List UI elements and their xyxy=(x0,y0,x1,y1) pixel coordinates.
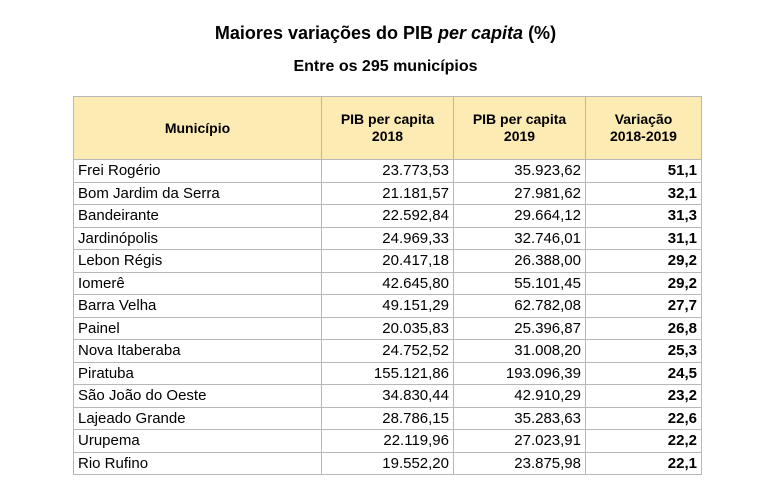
header-pib-2019-line1: PIB per capita xyxy=(472,111,567,127)
table-body xyxy=(74,160,702,475)
cell-pib-2019: 62.782,08 xyxy=(454,295,586,318)
cell-municipio: Lebon Régis xyxy=(74,250,322,273)
cell-variacao: 22,2 xyxy=(586,430,702,453)
header-variacao-line2: 2018-2019 xyxy=(610,128,677,144)
cell-variacao: 51,1 xyxy=(586,160,702,183)
cell-pib-2019: 35.923,62 xyxy=(454,160,586,183)
cell-municipio: Barra Velha xyxy=(74,295,322,318)
cell-pib-2018: 23.773,53 xyxy=(322,160,454,183)
cell-municipio: Nova Itaberaba xyxy=(74,340,322,363)
cell-pib-2018: 42.645,80 xyxy=(322,272,454,295)
table-header-row xyxy=(74,97,702,160)
table-row xyxy=(74,295,702,318)
cell-variacao: 31,1 xyxy=(586,227,702,250)
cell-municipio: Bom Jardim da Serra xyxy=(74,182,322,205)
cell-variacao: 27,7 xyxy=(586,295,702,318)
cell-pib-2019: 26.388,00 xyxy=(454,250,586,273)
table-row xyxy=(74,227,702,250)
header-pib-2019-line2: 2019 xyxy=(503,128,536,144)
cell-pib-2018: 19.552,20 xyxy=(322,452,454,475)
cell-pib-2018: 21.181,57 xyxy=(322,182,454,205)
header-variacao xyxy=(586,97,702,160)
cell-pib-2018: 20.417,18 xyxy=(322,250,454,273)
table-row xyxy=(74,407,702,430)
table-row xyxy=(74,430,702,453)
cell-variacao: 32,1 xyxy=(586,182,702,205)
header-pib-2018-line2: 2018 xyxy=(371,128,404,144)
cell-pib-2018: 22.119,96 xyxy=(322,430,454,453)
cell-pib-2019: 27.023,91 xyxy=(454,430,586,453)
pib-table xyxy=(73,96,702,475)
cell-pib-2018: 34.830,44 xyxy=(322,385,454,408)
cell-variacao: 25,3 xyxy=(586,340,702,363)
table-row xyxy=(74,205,702,228)
table-row xyxy=(74,385,702,408)
cell-pib-2019: 23.875,98 xyxy=(454,452,586,475)
cell-municipio: Lajeado Grande xyxy=(74,407,322,430)
page-title xyxy=(0,22,771,44)
cell-municipio: Piratuba xyxy=(74,362,322,385)
cell-pib-2018: 22.592,84 xyxy=(322,205,454,228)
cell-variacao: 24,5 xyxy=(586,362,702,385)
cell-variacao: 31,3 xyxy=(586,205,702,228)
title-prefix: Maiores variações do PIB xyxy=(214,23,439,43)
table-row xyxy=(74,452,702,475)
cell-variacao: 23,2 xyxy=(586,385,702,408)
cell-municipio: Bandeirante xyxy=(74,205,322,228)
cell-municipio: Frei Rogério xyxy=(74,160,322,183)
cell-variacao: 29,2 xyxy=(586,272,702,295)
cell-pib-2019: 29.664,12 xyxy=(454,205,586,228)
cell-pib-2018: 28.786,15 xyxy=(322,407,454,430)
cell-municipio: Iomerê xyxy=(74,272,322,295)
cell-pib-2019: 31.008,20 xyxy=(454,340,586,363)
title-suffix: (%) xyxy=(523,23,557,43)
table-row xyxy=(74,272,702,295)
cell-municipio: São João do Oeste xyxy=(74,385,322,408)
table-row xyxy=(74,182,702,205)
header-pib-2018-line1: PIB per capita xyxy=(340,111,435,127)
cell-pib-2018: 49.151,29 xyxy=(322,295,454,318)
table-row xyxy=(74,340,702,363)
header-municipio xyxy=(74,97,322,160)
table-row xyxy=(74,250,702,273)
cell-pib-2019: 55.101,45 xyxy=(454,272,586,295)
cell-variacao: 22,1 xyxy=(586,452,702,475)
page-subtitle: Entre os 295 municípios xyxy=(293,58,478,75)
table-row xyxy=(74,362,702,385)
table-row xyxy=(74,317,702,340)
cell-variacao: 22,6 xyxy=(586,407,702,430)
cell-pib-2019: 193.096,39 xyxy=(454,362,586,385)
cell-pib-2018: 155.121,86 xyxy=(322,362,454,385)
cell-pib-2019: 27.981,62 xyxy=(454,182,586,205)
cell-pib-2019: 32.746,01 xyxy=(454,227,586,250)
cell-municipio: Jardinópolis xyxy=(74,227,322,250)
cell-municipio: Urupema xyxy=(74,430,322,453)
cell-pib-2019: 42.910,29 xyxy=(454,385,586,408)
cell-municipio: Rio Rufino xyxy=(74,452,322,475)
header-pib-2019 xyxy=(454,97,586,160)
cell-pib-2019: 35.283,63 xyxy=(454,407,586,430)
cell-pib-2018: 24.969,33 xyxy=(322,227,454,250)
cell-variacao: 26,8 xyxy=(586,317,702,340)
table-row xyxy=(74,160,702,183)
cell-pib-2019: 25.396,87 xyxy=(454,317,586,340)
cell-municipio: Painel xyxy=(74,317,322,340)
cell-variacao: 29,2 xyxy=(586,250,702,273)
title-emphasis: per capita xyxy=(438,23,524,43)
cell-pib-2018: 20.035,83 xyxy=(322,317,454,340)
header-variacao-line1: Variação xyxy=(614,111,673,127)
header-pib-2018 xyxy=(322,97,454,160)
header-municipio-label: Município xyxy=(164,119,231,136)
cell-pib-2018: 24.752,52 xyxy=(322,340,454,363)
